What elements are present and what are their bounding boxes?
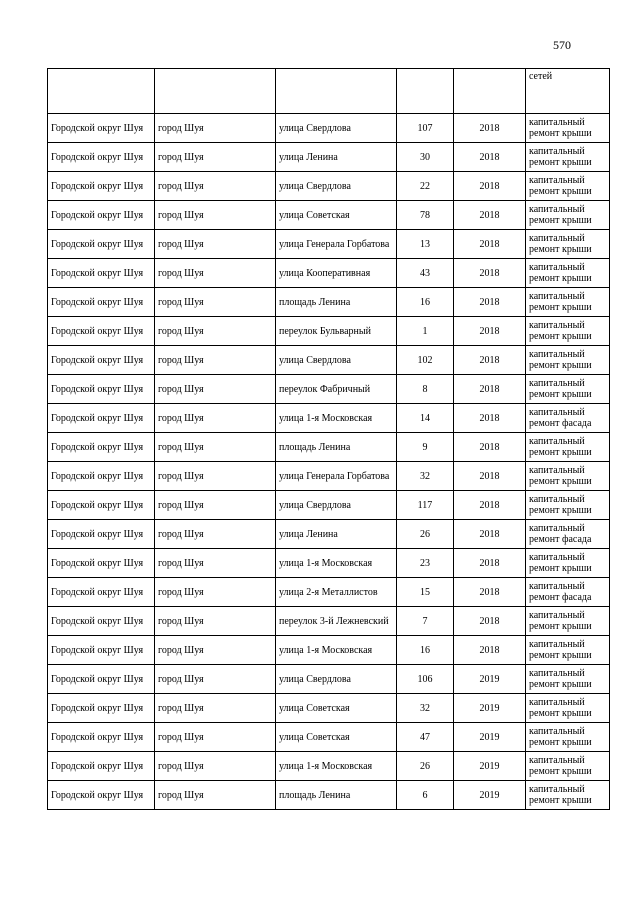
cell-street: улица Ленина (276, 143, 397, 172)
cell-district: Городской округ Шуя (48, 143, 155, 172)
table-row (48, 172, 610, 201)
table-row (48, 520, 610, 549)
cell-settlement (155, 69, 276, 114)
cell-work-type: капитальный ремонт крыши (526, 665, 610, 694)
cell-district: Городской округ Шуя (48, 549, 155, 578)
cell-district (48, 69, 155, 114)
cell-work-type: капитальный ремонт фасада (526, 578, 610, 607)
cell-house-number: 47 (397, 723, 454, 752)
cell-settlement: город Шуя (155, 752, 276, 781)
cell-work-type: капитальный ремонт крыши (526, 549, 610, 578)
cell-house-number: 26 (397, 520, 454, 549)
cell-year: 2018 (454, 201, 526, 230)
cell-work-type: капитальный ремонт крыши (526, 694, 610, 723)
cell-year: 2018 (454, 259, 526, 288)
cell-work-type: капитальный ремонт крыши (526, 607, 610, 636)
cell-settlement: город Шуя (155, 491, 276, 520)
cell-street: переулок 3-й Лежневский (276, 607, 397, 636)
cell-street: улица Свердлова (276, 114, 397, 143)
cell-year: 2018 (454, 172, 526, 201)
cell-year: 2018 (454, 462, 526, 491)
cell-street: улица Советская (276, 694, 397, 723)
cell-work-type: капитальный ремонт крыши (526, 781, 610, 810)
cell-house-number: 16 (397, 636, 454, 665)
cell-settlement: город Шуя (155, 636, 276, 665)
table-row (48, 114, 610, 143)
cell-year: 2018 (454, 143, 526, 172)
table-row (48, 549, 610, 578)
table-row (48, 259, 610, 288)
table-row (48, 491, 610, 520)
cell-street: улица Кооперативная (276, 259, 397, 288)
cell-settlement: город Шуя (155, 317, 276, 346)
cell-house-number: 78 (397, 201, 454, 230)
cell-work-type: капитальный ремонт крыши (526, 375, 610, 404)
cell-year (454, 69, 526, 114)
cell-year: 2018 (454, 636, 526, 665)
table-row (48, 694, 610, 723)
cell-street: улица Свердлова (276, 172, 397, 201)
cell-district: Городской округ Шуя (48, 288, 155, 317)
cell-work-type: капитальный ремонт крыши (526, 288, 610, 317)
cell-house-number: 14 (397, 404, 454, 433)
cell-settlement: город Шуя (155, 520, 276, 549)
cell-house-number: 102 (397, 346, 454, 375)
cell-street: улица Свердлова (276, 346, 397, 375)
cell-year: 2018 (454, 346, 526, 375)
cell-work-type: капитальный ремонт крыши (526, 201, 610, 230)
cell-year: 2019 (454, 694, 526, 723)
cell-street: улица 1-я Московская (276, 404, 397, 433)
cell-settlement: город Шуя (155, 462, 276, 491)
table-row (48, 752, 610, 781)
table-body (48, 69, 610, 810)
cell-year: 2018 (454, 520, 526, 549)
cell-work-type: капитальный ремонт крыши (526, 723, 610, 752)
cell-work-type: капитальный ремонт крыши (526, 259, 610, 288)
cell-district: Городской округ Шуя (48, 114, 155, 143)
cell-district: Городской округ Шуя (48, 230, 155, 259)
cell-settlement: город Шуя (155, 201, 276, 230)
cell-street: улица Свердлова (276, 491, 397, 520)
cell-district: Городской округ Шуя (48, 520, 155, 549)
table-row (48, 433, 610, 462)
table-row (48, 230, 610, 259)
cell-house (397, 69, 454, 114)
cell-district: Городской округ Шуя (48, 172, 155, 201)
cell-house-number: 1 (397, 317, 454, 346)
table-row (48, 201, 610, 230)
cell-settlement: город Шуя (155, 578, 276, 607)
cell-district: Городской округ Шуя (48, 346, 155, 375)
cell-district: Городской округ Шуя (48, 259, 155, 288)
cell-house-number: 22 (397, 172, 454, 201)
cell-district: Городской округ Шуя (48, 201, 155, 230)
cell-settlement: город Шуя (155, 172, 276, 201)
cell-street (276, 69, 397, 114)
cell-house-number: 16 (397, 288, 454, 317)
cell-street: улица Ленина (276, 520, 397, 549)
cell-year: 2019 (454, 665, 526, 694)
cell-district: Городской округ Шуя (48, 375, 155, 404)
cell-house-number: 23 (397, 549, 454, 578)
cell-year: 2018 (454, 578, 526, 607)
cell-district: Городской округ Шуя (48, 462, 155, 491)
cell-year: 2018 (454, 375, 526, 404)
cell-settlement: город Шуя (155, 114, 276, 143)
cell-street: улица 1-я Московская (276, 636, 397, 665)
cell-year: 2018 (454, 288, 526, 317)
page-number: 570 (553, 38, 571, 52)
cell-settlement: город Шуя (155, 607, 276, 636)
cell-settlement: город Шуя (155, 230, 276, 259)
cell-settlement: город Шуя (155, 143, 276, 172)
table-row (48, 665, 610, 694)
cell-district: Городской округ Шуя (48, 607, 155, 636)
cell-year: 2018 (454, 404, 526, 433)
cell-house-number: 32 (397, 694, 454, 723)
cell-year: 2019 (454, 752, 526, 781)
cell-district: Городской округ Шуя (48, 636, 155, 665)
cell-street: улица 1-я Московская (276, 549, 397, 578)
cell-settlement: город Шуя (155, 433, 276, 462)
cell-street: улица 2-я Металлистов (276, 578, 397, 607)
table-row (48, 288, 610, 317)
cell-settlement: город Шуя (155, 288, 276, 317)
cell-settlement: город Шуя (155, 375, 276, 404)
cell-house-number: 117 (397, 491, 454, 520)
cell-street: улица 1-я Московская (276, 752, 397, 781)
cell-work-type: капитальный ремонт крыши (526, 143, 610, 172)
continued-row (48, 69, 610, 114)
cell-work-type: капитальный ремонт крыши (526, 172, 610, 201)
cell-house-number: 7 (397, 607, 454, 636)
cell-work-type: капитальный ремонт фасада (526, 404, 610, 433)
cell-district: Городской округ Шуя (48, 578, 155, 607)
cell-street: улица Генерала Горбатова (276, 230, 397, 259)
cell-settlement: город Шуя (155, 694, 276, 723)
table-row (48, 607, 610, 636)
table-row (48, 462, 610, 491)
cell-work-type: капитальный ремонт крыши (526, 491, 610, 520)
cell-street: улица Советская (276, 201, 397, 230)
cell-house-number: 8 (397, 375, 454, 404)
cell-settlement: город Шуя (155, 781, 276, 810)
cell-settlement: город Шуя (155, 259, 276, 288)
cell-year: 2018 (454, 230, 526, 259)
cell-house-number: 30 (397, 143, 454, 172)
cell-work-type: капитальный ремонт крыши (526, 462, 610, 491)
table-row (48, 317, 610, 346)
cell-street: площадь Ленина (276, 433, 397, 462)
cell-district: Городской округ Шуя (48, 665, 155, 694)
table-row (48, 404, 610, 433)
cell-house-number: 32 (397, 462, 454, 491)
cell-work-type: капитальный ремонт крыши (526, 114, 610, 143)
cell-year: 2018 (454, 607, 526, 636)
cell-house-number: 26 (397, 752, 454, 781)
cell-settlement: город Шуя (155, 549, 276, 578)
cell-settlement: город Шуя (155, 346, 276, 375)
cell-district: Городской округ Шуя (48, 752, 155, 781)
cell-house-number: 107 (397, 114, 454, 143)
cell-street: улица Генерала Горбатова (276, 462, 397, 491)
cell-work-type: капитальный ремонт крыши (526, 230, 610, 259)
table-row (48, 636, 610, 665)
cell-work-type: капитальный ремонт крыши (526, 433, 610, 462)
cell-year: 2019 (454, 781, 526, 810)
cell-settlement: город Шуя (155, 723, 276, 752)
cell-work-type: сетей (526, 69, 610, 114)
cell-street: площадь Ленина (276, 781, 397, 810)
repair-schedule-table (47, 68, 610, 810)
table-row (48, 578, 610, 607)
cell-district: Городской округ Шуя (48, 433, 155, 462)
cell-district: Городской округ Шуя (48, 317, 155, 346)
cell-work-type: капитальный ремонт крыши (526, 636, 610, 665)
cell-year: 2018 (454, 114, 526, 143)
cell-district: Городской округ Шуя (48, 723, 155, 752)
cell-district: Городской округ Шуя (48, 404, 155, 433)
cell-work-type: капитальный ремонт фасада (526, 520, 610, 549)
cell-house-number: 43 (397, 259, 454, 288)
cell-work-type: капитальный ремонт крыши (526, 346, 610, 375)
cell-street: площадь Ленина (276, 288, 397, 317)
cell-house-number: 6 (397, 781, 454, 810)
cell-street: переулок Фабричный (276, 375, 397, 404)
cell-street: переулок Бульварный (276, 317, 397, 346)
cell-work-type: капитальный ремонт крыши (526, 317, 610, 346)
cell-street: улица Советская (276, 723, 397, 752)
table-row (48, 375, 610, 404)
cell-house-number: 13 (397, 230, 454, 259)
cell-house-number: 15 (397, 578, 454, 607)
table-row (48, 346, 610, 375)
table-row (48, 723, 610, 752)
cell-year: 2019 (454, 723, 526, 752)
cell-district: Городской округ Шуя (48, 491, 155, 520)
cell-year: 2018 (454, 433, 526, 462)
cell-district: Городской округ Шуя (48, 694, 155, 723)
cell-settlement: город Шуя (155, 665, 276, 694)
cell-year: 2018 (454, 491, 526, 520)
cell-house-number: 9 (397, 433, 454, 462)
cell-year: 2018 (454, 549, 526, 578)
cell-work-type: капитальный ремонт крыши (526, 752, 610, 781)
cell-settlement: город Шуя (155, 404, 276, 433)
cell-district: Городской округ Шуя (48, 781, 155, 810)
table-row (48, 143, 610, 172)
table-row (48, 781, 610, 810)
cell-street: улица Свердлова (276, 665, 397, 694)
cell-year: 2018 (454, 317, 526, 346)
cell-house-number: 106 (397, 665, 454, 694)
